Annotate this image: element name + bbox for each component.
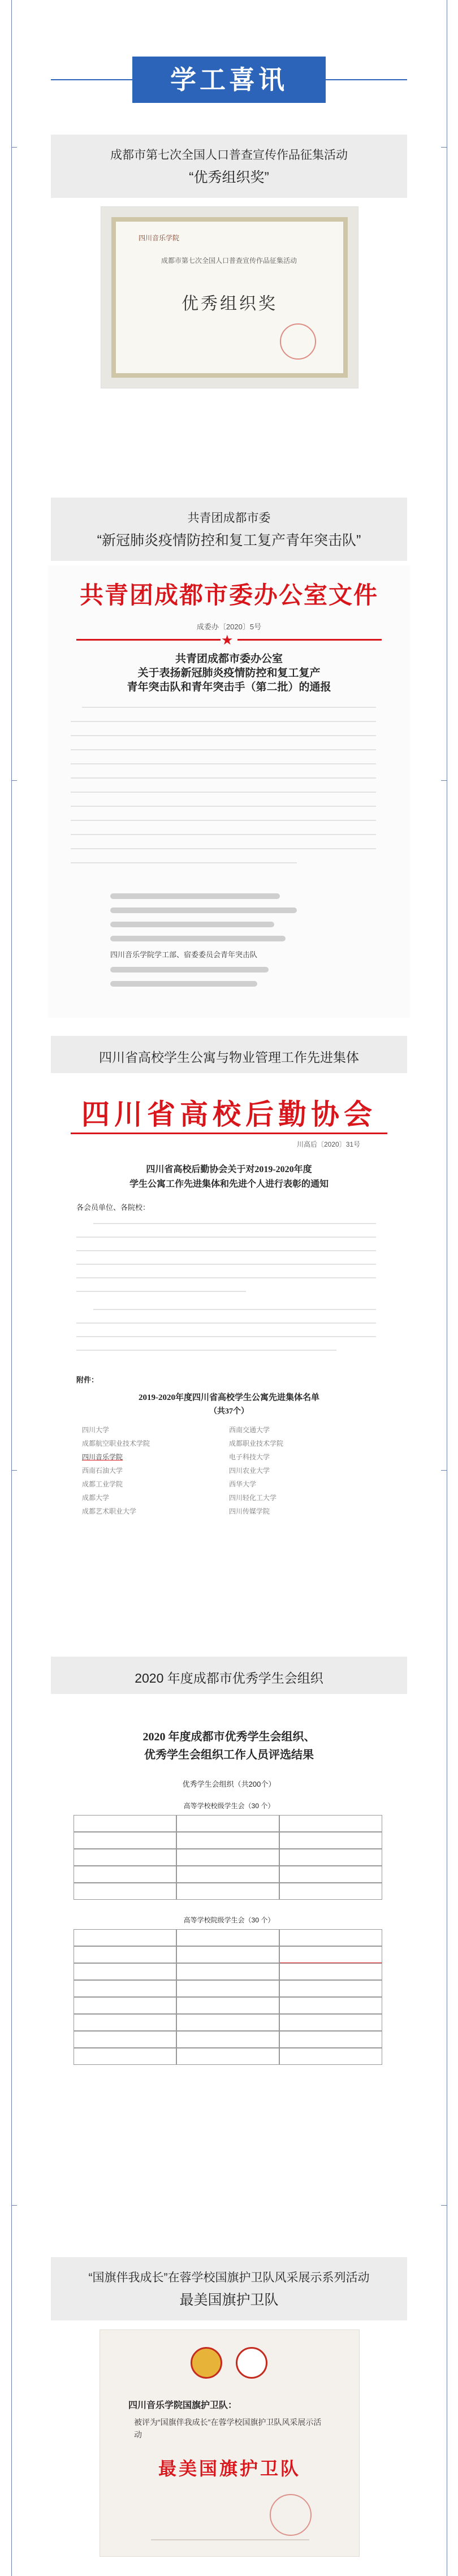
document-sub2: 高等学校校级学生会（30 个） xyxy=(183,1802,275,1810)
unit-name: 成都航空职业技术学院 xyxy=(82,1440,150,1447)
document-heading-3: 青年突击队和青年突击手（第二批）的通报 xyxy=(127,681,331,693)
document-heading-2: 优秀学生会组织工作人员评选结果 xyxy=(144,1749,314,1761)
page-title: 学工喜讯 xyxy=(132,57,326,103)
table-cell-highlighted xyxy=(279,1946,382,1964)
text-line xyxy=(76,1322,376,1324)
document-photo-4 xyxy=(57,1705,401,2174)
table-cell xyxy=(176,1946,279,1963)
table-cell xyxy=(279,1929,382,1946)
unit-name-highlighted: 四川音乐学院 xyxy=(82,1453,123,1461)
annex-label: 附件： xyxy=(76,1376,99,1384)
table-cell xyxy=(74,1883,176,1900)
table-cell xyxy=(279,1883,382,1900)
text-line xyxy=(71,848,376,849)
caption-line1: 成都市第七次全国人口普查宣传作品征集活动 xyxy=(110,149,348,162)
text-line xyxy=(76,1237,376,1238)
document-photo-3 xyxy=(48,1083,410,1552)
table-cell xyxy=(74,1849,176,1866)
text-line xyxy=(76,1350,336,1351)
table-cell xyxy=(279,1997,382,2014)
certificate-award: 优秀组织奖 xyxy=(182,295,278,313)
caption-line1: 2020 年度成都市优秀学生会组织 xyxy=(135,1671,323,1685)
table-cell xyxy=(176,2048,279,2065)
text-line xyxy=(71,792,376,793)
caption-line1: 共青团成都市委 xyxy=(187,512,271,525)
certificate-org: 四川音乐学院国旗护卫队： xyxy=(128,2401,237,2410)
table-cell xyxy=(279,1980,382,1997)
caption-line1: 四川省高校学生公寓与物业管理工作先进集体 xyxy=(99,1050,359,1065)
table-cell xyxy=(176,1883,279,1900)
certificate-seal xyxy=(280,323,316,360)
red-rule-left xyxy=(76,639,221,641)
document-number: 成委办〔2020〕5号 xyxy=(196,623,262,631)
document-heading-2: 关于表扬新冠肺炎疫情防控和复工复产 xyxy=(137,667,321,679)
table-cell xyxy=(74,1832,176,1849)
text-line xyxy=(76,1291,246,1292)
redacted-line xyxy=(110,922,274,927)
table-cell xyxy=(74,1815,176,1832)
document-sub1: 优秀学生会组织（共200个） xyxy=(182,1780,276,1788)
document-masthead: 四川省高校后勤协会 xyxy=(81,1099,377,1130)
unit-row xyxy=(82,1466,376,1479)
certificate-body: 被评为“国旗伴我成长”在蓉学校国旗护卫队风采展示活动 xyxy=(134,2418,322,2439)
document-heading-1: 四川省高校后勤协会关于对2019-2020年度 xyxy=(146,1165,312,1174)
table-cell xyxy=(176,1815,279,1832)
table-cell xyxy=(176,1963,279,1980)
redacted-line xyxy=(110,893,280,899)
text-line xyxy=(71,749,376,750)
annex-count: （共37个） xyxy=(209,1407,249,1416)
unit-name: 西华大学 xyxy=(229,1480,257,1488)
text-line xyxy=(93,1309,376,1310)
table-cell xyxy=(279,2014,382,2031)
text-line xyxy=(71,820,376,821)
redacted-line xyxy=(110,981,257,987)
table-cell xyxy=(176,1980,279,1997)
caption-line2: “优秀组织奖” xyxy=(189,170,269,185)
unit-row xyxy=(82,1452,376,1466)
text-line xyxy=(71,806,376,807)
text-line xyxy=(71,721,376,722)
text-line xyxy=(71,763,376,764)
annex-title: 2019-2020年度四川省高校学生公寓先进集体名单 xyxy=(139,1393,319,1402)
red-rule xyxy=(71,1133,387,1134)
certificate-photo-1 xyxy=(101,206,358,388)
unit-name: 四川大学 xyxy=(82,1426,110,1434)
listed-unit: 四川音乐学院学工部、宿委委员会青年突击队 xyxy=(110,950,258,959)
unit-list xyxy=(82,1425,376,1520)
caption-line1: “国旗伴我成长”在蓉学校国旗护卫队风采展示系列活动 xyxy=(88,2271,370,2284)
table-cell xyxy=(279,1815,382,1832)
caption-item-1 xyxy=(51,135,407,198)
table-cell xyxy=(176,2014,279,2031)
redacted-line xyxy=(110,907,297,913)
unit-name: 西南石油大学 xyxy=(82,1467,123,1475)
red-rule-right xyxy=(237,639,382,641)
table-cell xyxy=(74,1980,176,1997)
frame-tick xyxy=(11,780,17,781)
text-line xyxy=(76,1250,376,1251)
certificate-org: 四川音乐学院 xyxy=(139,234,180,242)
table-cell xyxy=(279,2031,382,2048)
text-line xyxy=(71,834,376,835)
redacted-line xyxy=(110,936,286,941)
document-heading-2: 学生公寓工作先进集体和先进个人进行表彰的通知 xyxy=(129,1179,329,1189)
unit-row xyxy=(82,1425,376,1438)
table-cell xyxy=(74,1929,176,1946)
table-cell xyxy=(279,1866,382,1883)
unit-name: 电子科技大学 xyxy=(229,1453,270,1461)
text-line xyxy=(82,707,376,708)
table-cell xyxy=(74,1866,176,1883)
emblem-icon xyxy=(191,2347,222,2379)
frame-tick xyxy=(441,2205,447,2206)
text-line xyxy=(71,862,297,863)
frame-tick xyxy=(441,147,447,148)
unit-name: 成都工业学院 xyxy=(82,1480,123,1488)
document-photo-2 xyxy=(48,565,410,1018)
table-cell xyxy=(74,2048,176,2065)
frame-tick xyxy=(11,2205,17,2206)
star-icon: ★ xyxy=(221,633,234,648)
certificate-board xyxy=(111,217,348,378)
table-cell xyxy=(176,1997,279,2014)
unit-name: 成都艺术职业大学 xyxy=(82,1507,137,1515)
document-greeting: 各会员单位、各院校： xyxy=(76,1203,150,1212)
unit-row xyxy=(82,1438,376,1452)
text-line xyxy=(71,735,376,736)
school-badge-icon xyxy=(236,2347,267,2379)
document-heading-1: 2020 年度成都市优秀学生会组织、 xyxy=(142,1731,316,1743)
table-cell xyxy=(74,2031,176,2048)
caption-line2: “新冠肺炎疫情防控和复工复产青年突击队” xyxy=(97,533,361,548)
unit-row xyxy=(82,1479,376,1493)
text-line xyxy=(93,1223,376,1224)
unit-name: 成都职业技术学院 xyxy=(229,1440,284,1447)
document-sub3: 高等学校院级学生会（30 个） xyxy=(183,1916,275,1924)
table-cell xyxy=(176,1929,279,1946)
document-number: 川高后〔2020〕31号 xyxy=(297,1140,361,1148)
unit-name: 西南交通大学 xyxy=(229,1426,270,1434)
table-cell xyxy=(74,2014,176,2031)
frame-tick xyxy=(441,1470,447,1471)
caption-item-2 xyxy=(51,498,407,561)
frame-tick xyxy=(11,1470,17,1471)
text-line xyxy=(76,1264,376,1265)
frame-left-line xyxy=(11,0,12,2576)
table-cell xyxy=(176,2031,279,2048)
table-cell xyxy=(279,1963,382,1980)
table-cell xyxy=(176,1832,279,1849)
table-cell xyxy=(176,1849,279,1866)
caption-item-4 xyxy=(51,1657,407,1694)
caption-line2: 最美国旗护卫队 xyxy=(179,2292,279,2308)
certificate-subtitle: 成都市第七次全国人口普查宣传作品征集活动 xyxy=(161,257,297,265)
text-line xyxy=(76,1277,376,1278)
table-cell xyxy=(279,2048,382,2065)
unit-name: 四川轻化工大学 xyxy=(229,1494,277,1502)
table-cell xyxy=(74,1997,176,2014)
table-cell xyxy=(74,1946,176,1963)
certificate-photo-5 xyxy=(100,2329,360,2557)
text-line xyxy=(151,2539,309,2540)
unit-name: 成都大学 xyxy=(82,1494,110,1502)
table-cell xyxy=(74,1963,176,1980)
unit-row xyxy=(82,1506,376,1520)
caption-item-5 xyxy=(51,2257,407,2320)
frame-tick xyxy=(441,780,447,781)
redacted-line xyxy=(110,967,269,973)
certificate-award: 最美国旗护卫队 xyxy=(158,2458,301,2479)
certificate-seal xyxy=(270,2494,312,2536)
table-cell xyxy=(176,1866,279,1883)
caption-item-3 xyxy=(51,1036,407,1073)
unit-name: 四川传媒学院 xyxy=(229,1507,270,1515)
text-line xyxy=(71,777,376,779)
text-line xyxy=(76,1336,376,1337)
frame-tick xyxy=(11,147,17,148)
unit-name: 四川农业大学 xyxy=(229,1467,270,1475)
document-heading-1: 共青团成都市委办公室 xyxy=(175,653,283,665)
table-cell xyxy=(279,1849,382,1866)
table-cell xyxy=(279,1832,382,1849)
unit-row xyxy=(82,1493,376,1506)
document-masthead: 共青团成都市委办公室文件 xyxy=(79,583,378,609)
